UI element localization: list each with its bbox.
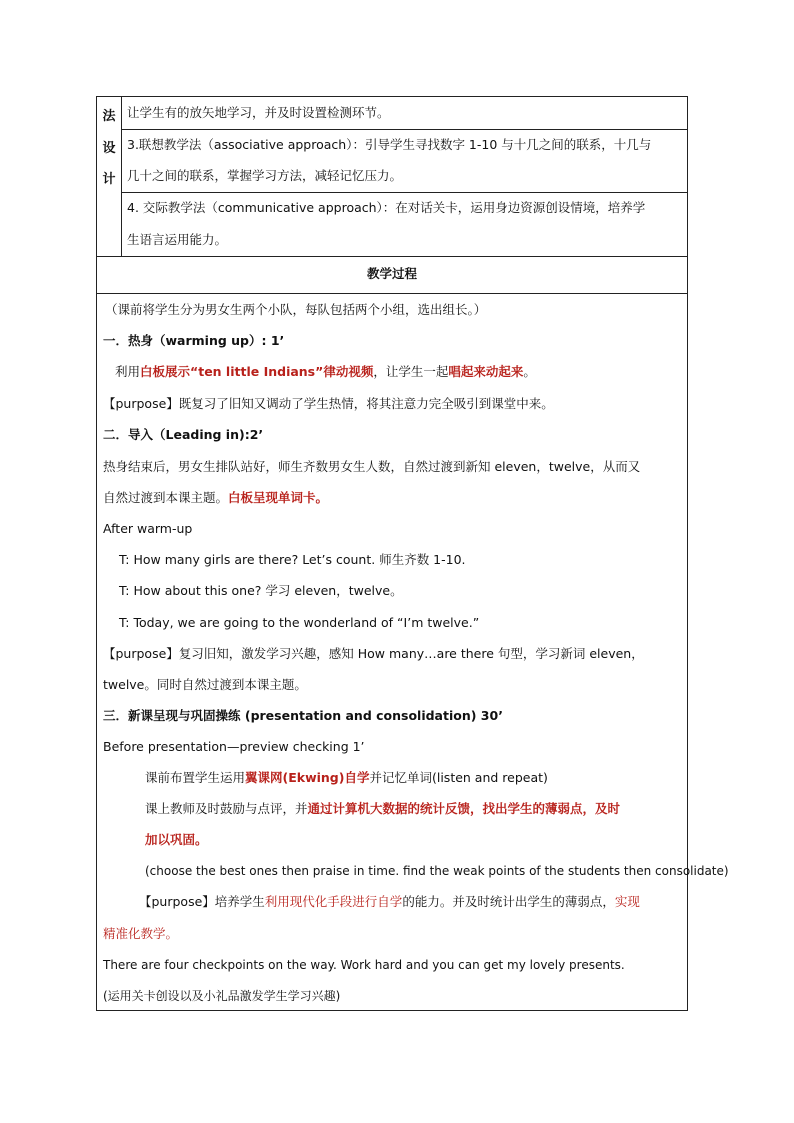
section-divider bbox=[97, 256, 687, 257]
method-4-line-2: 生语言运用能力。 bbox=[127, 232, 228, 247]
s1-line-1: 利用白板展示“ten little Indians”律动视频，让学生一起唱起来动起来。 bbox=[115, 364, 536, 379]
method-row-divider-1 bbox=[121, 129, 687, 130]
s3-purpose-2: 精准化教学。 bbox=[103, 926, 179, 941]
s2-purpose-1: 【purpose】复习旧知，激发学习兴趣，感知 How many…are there 句型，学习新词 eleven， bbox=[103, 646, 644, 661]
method-4-line-1: 4. 交际教学法（communicative approach）：在对话关卡，运用身边资源创设情境，培养学 bbox=[127, 200, 646, 215]
s2-t3: T: Today, we are going to the wonderland of “I’m twelve.” bbox=[119, 615, 480, 630]
s3-note: (运用关卡创设以及小礼品激发学生学习兴趣) bbox=[103, 989, 341, 1003]
s3-checkpoints: There are four checkpoints on the way. Work hard and you can get my lovely presents. bbox=[103, 958, 625, 972]
method-2-tail: 让学生有的放矢地学习，并及时设置检测环节。 bbox=[127, 105, 390, 120]
s2-after: After warm-up bbox=[103, 521, 193, 536]
s3-p1: 课前布置学生运用翼课网(Ekwing)自学并记忆单词(listen and repeat) bbox=[145, 770, 548, 785]
label-she: 设 bbox=[102, 141, 116, 156]
s1-heading: 一．热身（warming up）: 1’ bbox=[103, 333, 285, 348]
s3-p3: 加以巩固。 bbox=[145, 832, 208, 847]
method-3-line-1: 3.联想教学法（associative approach）：引导学生寻找数字 1-10 与十几之间的联系，十几与 bbox=[127, 137, 652, 152]
method-3-line-2: 几十之间的联系，掌握学习方法，减轻记忆压力。 bbox=[127, 168, 403, 183]
lesson-plan-table bbox=[96, 96, 729, 1011]
label-ji: 计 bbox=[102, 172, 116, 187]
s2-heading: 二．导入（Leading in):2’ bbox=[103, 427, 264, 442]
s2-t2: T: How about this one? 学习 eleven，twelve。 bbox=[119, 583, 403, 598]
method-row-divider-2 bbox=[121, 192, 687, 193]
process-title: 教学过程 bbox=[366, 266, 417, 281]
s3-heading: 三．新课呈现与巩固操练 (presentation and consolidation) 30’ bbox=[103, 708, 503, 723]
s2-line-1: 热身结束后，男女生排队站好，师生齐数男女生人数，自然过渡到新知 eleven，twelve，从而又 bbox=[103, 459, 641, 474]
title-divider bbox=[97, 293, 687, 294]
s3-p2: 课上教师及时鼓励与点评，并通过计算机大数据的统计反馈，找出学生的薄弱点，及时 bbox=[145, 801, 621, 816]
s3-p4: (choose the best ones then praise in time. find the weak points of the students then consolidate) bbox=[145, 864, 729, 878]
s3-before: Before presentation—preview checking 1’ bbox=[103, 739, 365, 754]
s2-purpose-2: twelve。同时自然过渡到本课主题。 bbox=[103, 677, 307, 692]
intro-note: （课前将学生分为男女生两个小队，每队包括两个小组，选出组长。） bbox=[105, 302, 487, 317]
s2-t1: T: How many girls are there? Let’s count. 师生齐数 1-10. bbox=[119, 552, 466, 567]
label-fa: 法 bbox=[102, 109, 116, 124]
s1-purpose: 【purpose】既复习了旧知又调动了学生热情，将其注意力完全吸引到课堂中来。 bbox=[103, 396, 554, 411]
s3-purpose-1: 【purpose】培养学生利用现代化手段进行自学的能力。并及时统计出学生的薄弱点，实现 bbox=[139, 894, 640, 909]
label-column-divider bbox=[121, 97, 122, 256]
s2-line-2: 自然过渡到本课主题。白板呈现单词卡。 bbox=[103, 490, 329, 505]
